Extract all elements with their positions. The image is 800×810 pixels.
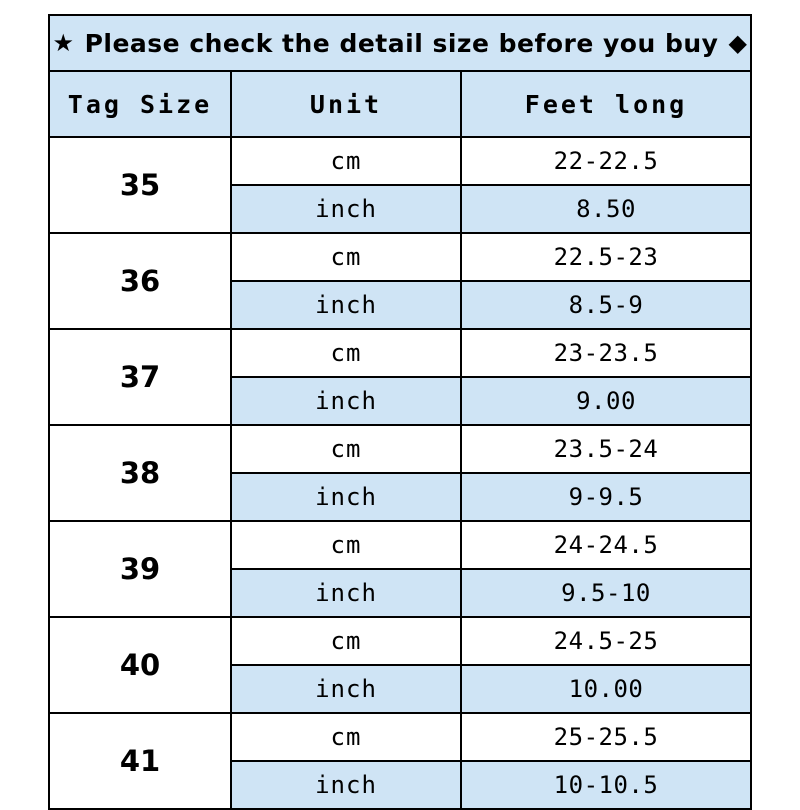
table-row — [49, 521, 751, 569]
unit-value: cm — [231, 521, 461, 569]
column-header-feet-long: Feet long — [461, 71, 751, 137]
column-header-tag-size: Tag Size — [49, 71, 231, 137]
feet-long-value: 23-23.5 — [461, 329, 751, 377]
unit-value: inch — [231, 473, 461, 521]
feet-long-value: 10.00 — [461, 665, 751, 713]
table-row — [49, 233, 751, 281]
table-row — [49, 137, 751, 185]
tag-size-value: 35 — [49, 137, 231, 233]
table-row — [49, 329, 751, 377]
table-header-row — [49, 71, 751, 137]
unit-value: inch — [231, 569, 461, 617]
unit-value: cm — [231, 137, 461, 185]
table-row — [49, 713, 751, 761]
feet-long-value: 9.00 — [461, 377, 751, 425]
diamond-icon: ◆ — [728, 29, 748, 57]
banner — [49, 15, 751, 71]
feet-long-value: 24.5-25 — [461, 617, 751, 665]
feet-long-value: 23.5-24 — [461, 425, 751, 473]
table-row — [49, 617, 751, 665]
tag-size-value: 39 — [49, 521, 231, 617]
unit-value: inch — [231, 665, 461, 713]
tag-size-value: 37 — [49, 329, 231, 425]
unit-value: cm — [231, 713, 461, 761]
size-chart-table — [48, 14, 752, 810]
feet-long-value: 25-25.5 — [461, 713, 751, 761]
unit-value: inch — [231, 761, 461, 809]
tag-size-value: 40 — [49, 617, 231, 713]
column-header-unit: Unit — [231, 71, 461, 137]
table-row — [49, 425, 751, 473]
unit-value: cm — [231, 329, 461, 377]
tag-size-value: 38 — [49, 425, 231, 521]
feet-long-value: 8.50 — [461, 185, 751, 233]
feet-long-value: 24-24.5 — [461, 521, 751, 569]
feet-long-value: 22-22.5 — [461, 137, 751, 185]
feet-long-value: 10-10.5 — [461, 761, 751, 809]
banner-text: Please check the detail size before you buy — [84, 28, 719, 58]
tag-size-value: 36 — [49, 233, 231, 329]
star-icon: ★ — [52, 29, 75, 57]
tag-size-value: 41 — [49, 713, 231, 809]
unit-value: inch — [231, 281, 461, 329]
unit-value: inch — [231, 185, 461, 233]
feet-long-value: 22.5-23 — [461, 233, 751, 281]
banner-row — [49, 15, 751, 71]
unit-value: cm — [231, 425, 461, 473]
unit-value: inch — [231, 377, 461, 425]
feet-long-value: 8.5-9 — [461, 281, 751, 329]
unit-value: cm — [231, 617, 461, 665]
unit-value: cm — [231, 233, 461, 281]
feet-long-value: 9.5-10 — [461, 569, 751, 617]
feet-long-value: 9-9.5 — [461, 473, 751, 521]
